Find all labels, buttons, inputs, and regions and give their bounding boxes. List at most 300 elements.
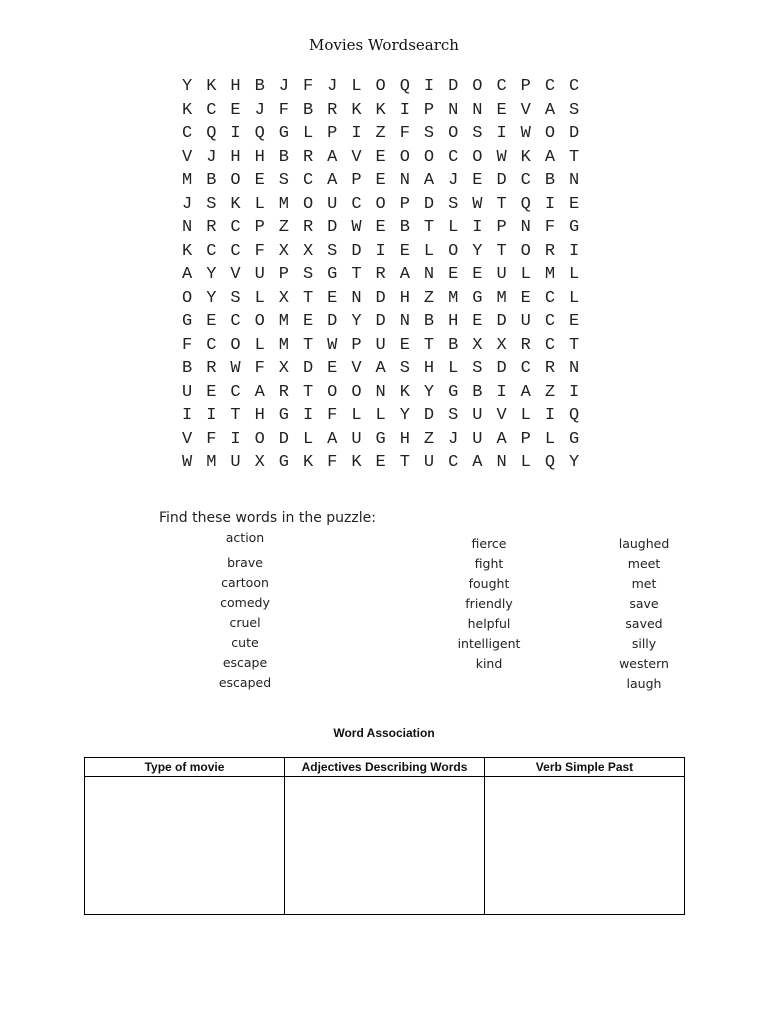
grid-letter: S [399, 359, 410, 379]
grid-letter: N [569, 171, 580, 191]
word-list-item: action [225, 530, 265, 545]
word-list-item: helpful [467, 616, 511, 631]
grid-letter: I [423, 77, 435, 97]
grid-letter: W [230, 359, 241, 379]
grid-letter: U [472, 429, 483, 449]
grid-letter: H [230, 77, 241, 97]
grid-letter: E [327, 288, 338, 308]
grid-letter: C [182, 124, 193, 144]
grid-letter: L [254, 194, 265, 214]
grid-letter: H [423, 359, 435, 379]
grid-letter: Q [520, 194, 531, 214]
grid-letter: U [496, 265, 507, 285]
grid-letter: M [278, 335, 289, 355]
grid-letter: T [496, 241, 507, 261]
word-list-item: fight [474, 556, 504, 571]
grid-letter: F [206, 429, 217, 449]
grid-letter: P [254, 218, 265, 238]
grid-letter: S [327, 241, 338, 261]
grid-letter: E [520, 288, 531, 308]
grid-letter: T [423, 335, 435, 355]
grid-letter: S [569, 100, 580, 120]
grid-letter: M [544, 265, 556, 285]
grid-letter: G [569, 218, 580, 238]
grid-letter: C [520, 359, 531, 379]
grid-letter: E [569, 194, 580, 214]
grid-letter: T [302, 288, 314, 308]
grid-letter: Z [423, 429, 435, 449]
grid-row [182, 381, 593, 405]
grid-letter: I [206, 406, 217, 426]
grid-letter: I [544, 406, 556, 426]
grid-letter: C [230, 241, 241, 261]
grid-letter: B [302, 100, 314, 120]
grid-letter: J [278, 77, 289, 97]
grid-letter: C [544, 288, 556, 308]
grid-letter: A [327, 429, 338, 449]
grid-letter: O [375, 77, 386, 97]
word-list-item: cartoon [221, 575, 269, 590]
grid-letter: I [302, 406, 314, 426]
grid-letter: P [399, 194, 410, 214]
grid-letter: F [254, 359, 265, 379]
grid-letter: L [544, 429, 556, 449]
grid-letter: D [278, 429, 289, 449]
word-list-item: fought [468, 576, 510, 591]
grid-letter: E [302, 312, 314, 332]
grid-letter: V [230, 265, 241, 285]
grid-letter: Y [569, 453, 580, 473]
grid-letter: O [423, 147, 435, 167]
grid-letter: I [182, 406, 193, 426]
grid-letter: V [520, 100, 531, 120]
grid-letter: C [230, 218, 241, 238]
answer-cell-adjectives[interactable] [285, 777, 485, 915]
header-type-of-movie: Type of movie [85, 758, 285, 777]
grid-letter: O [230, 335, 241, 355]
grid-letter: P [327, 124, 338, 144]
grid-letter: E [399, 241, 410, 261]
word-list-item: escaped [218, 675, 272, 690]
grid-letter: S [448, 406, 459, 426]
grid-letter: B [206, 171, 217, 191]
grid-row [182, 169, 593, 193]
grid-letter: J [448, 429, 459, 449]
grid-letter: I [472, 218, 483, 238]
grid-letter: S [278, 171, 289, 191]
grid-letter: C [544, 312, 556, 332]
grid-letter: Y [423, 382, 435, 402]
grid-letter: F [254, 241, 265, 261]
grid-letter: D [351, 241, 362, 261]
table-answer-row [85, 777, 685, 915]
grid-letter: W [520, 124, 531, 144]
grid-letter: D [496, 171, 507, 191]
grid-letter: U [423, 453, 435, 473]
word-list-item: fierce [471, 536, 507, 551]
grid-letter: U [327, 194, 338, 214]
grid-letter: Z [375, 124, 386, 144]
grid-letter: E [254, 171, 265, 191]
grid-letter: B [182, 359, 193, 379]
grid-letter: H [254, 147, 265, 167]
grid-letter: J [448, 171, 459, 191]
grid-row [182, 357, 593, 381]
grid-letter: T [302, 335, 314, 355]
grid-letter: C [206, 335, 217, 355]
grid-letter: S [302, 265, 314, 285]
grid-letter: O [327, 382, 338, 402]
grid-letter: R [544, 241, 556, 261]
word-list-item: cruel [229, 615, 261, 630]
grid-letter: N [182, 218, 193, 238]
grid-letter: A [544, 100, 556, 120]
grid-letter: D [327, 312, 338, 332]
answer-cell-type-of-movie[interactable] [85, 777, 285, 915]
grid-letter: G [278, 124, 289, 144]
grid-letter: M [206, 453, 217, 473]
grid-letter: P [351, 171, 362, 191]
grid-letter: A [544, 147, 556, 167]
grid-letter: C [448, 147, 459, 167]
word-list-item: meet [627, 556, 661, 571]
grid-letter: C [496, 77, 507, 97]
grid-letter: E [327, 359, 338, 379]
grid-letter: Q [399, 77, 410, 97]
word-list-item: cute [231, 635, 259, 650]
grid-letter: J [327, 77, 338, 97]
grid-letter: P [278, 265, 289, 285]
grid-letter: K [351, 100, 362, 120]
grid-letter: A [254, 382, 265, 402]
grid-letter: O [448, 241, 459, 261]
grid-letter: H [399, 288, 410, 308]
grid-letter: L [569, 265, 580, 285]
grid-letter: G [278, 406, 289, 426]
grid-letter: K [399, 382, 410, 402]
grid-letter: I [569, 241, 580, 261]
grid-letter: C [302, 171, 314, 191]
grid-letter: R [278, 382, 289, 402]
grid-letter: D [423, 194, 435, 214]
grid-letter: Z [544, 382, 556, 402]
grid-letter: I [399, 100, 410, 120]
grid-letter: C [230, 312, 241, 332]
word-association-table [84, 757, 685, 915]
grid-letter: O [399, 147, 410, 167]
grid-letter: P [520, 77, 531, 97]
word-list-item: western [619, 656, 669, 671]
grid-letter: G [569, 429, 580, 449]
grid-row [182, 310, 593, 334]
grid-letter: E [472, 312, 483, 332]
grid-letter: B [278, 147, 289, 167]
grid-letter: N [399, 312, 410, 332]
grid-letter: C [206, 241, 217, 261]
grid-letter: E [375, 147, 386, 167]
wordsearch-grid [182, 75, 593, 475]
word-list-item: laugh [626, 676, 662, 691]
grid-letter: L [254, 335, 265, 355]
header-adjectives: Adjectives Describing Words [285, 758, 485, 777]
grid-letter: X [278, 288, 289, 308]
table-header-row [85, 758, 685, 777]
grid-letter: I [496, 382, 507, 402]
grid-row [182, 99, 593, 123]
grid-letter: E [375, 453, 386, 473]
grid-letter: C [230, 382, 241, 402]
grid-letter: O [544, 124, 556, 144]
grid-letter: B [544, 171, 556, 191]
grid-letter: Z [423, 288, 435, 308]
grid-letter: D [448, 77, 459, 97]
grid-letter: H [448, 312, 459, 332]
grid-letter: U [520, 312, 531, 332]
grid-letter: Z [278, 218, 289, 238]
grid-letter: N [472, 100, 483, 120]
grid-letter: F [327, 453, 338, 473]
grid-letter: U [230, 453, 241, 473]
grid-letter: I [496, 124, 507, 144]
grid-letter: S [423, 124, 435, 144]
grid-letter: H [254, 406, 265, 426]
grid-letter: O [375, 194, 386, 214]
grid-letter: V [351, 359, 362, 379]
grid-letter: U [375, 335, 386, 355]
grid-row [182, 193, 593, 217]
grid-letter: P [520, 429, 531, 449]
word-list-item: friendly [465, 596, 513, 611]
grid-letter: I [230, 124, 241, 144]
grid-letter: N [399, 171, 410, 191]
grid-letter: V [182, 147, 193, 167]
grid-letter: Y [206, 265, 217, 285]
grid-letter: P [423, 100, 435, 120]
grid-letter: R [206, 218, 217, 238]
grid-letter: L [375, 406, 386, 426]
grid-letter: E [375, 171, 386, 191]
grid-letter: G [472, 288, 483, 308]
grid-row [182, 75, 593, 99]
grid-letter: T [230, 406, 241, 426]
grid-letter: R [375, 265, 386, 285]
grid-letter: K [206, 77, 217, 97]
word-list-item: brave [227, 555, 263, 570]
grid-letter: F [544, 218, 556, 238]
grid-letter: U [254, 265, 265, 285]
grid-letter: X [254, 453, 265, 473]
grid-letter: N [423, 265, 435, 285]
grid-row [182, 240, 593, 264]
grid-row [182, 122, 593, 146]
grid-row [182, 451, 593, 475]
grid-letter: C [544, 335, 556, 355]
grid-letter: Y [472, 241, 483, 261]
grid-letter: A [520, 382, 531, 402]
grid-letter: I [569, 382, 580, 402]
grid-letter: S [472, 359, 483, 379]
grid-letter: Q [569, 406, 580, 426]
grid-letter: E [230, 100, 241, 120]
answer-cell-verb-simple-past[interactable] [485, 777, 685, 915]
grid-letter: H [230, 147, 241, 167]
grid-letter: G [375, 429, 386, 449]
grid-letter: D [496, 359, 507, 379]
word-list-item: save [629, 596, 659, 611]
grid-letter: N [520, 218, 531, 238]
grid-letter: B [448, 335, 459, 355]
grid-letter: P [496, 218, 507, 238]
grid-letter: K [182, 241, 193, 261]
grid-letter: L [520, 265, 531, 285]
grid-letter: J [206, 147, 217, 167]
grid-letter: N [375, 382, 386, 402]
grid-letter: U [182, 382, 193, 402]
grid-letter: O [254, 429, 265, 449]
grid-letter: K [351, 453, 362, 473]
grid-letter: W [496, 147, 507, 167]
grid-letter: D [375, 312, 386, 332]
grid-letter: L [520, 453, 531, 473]
grid-letter: Q [544, 453, 556, 473]
grid-letter: R [302, 147, 314, 167]
grid-letter: E [569, 312, 580, 332]
grid-letter: D [423, 406, 435, 426]
grid-letter: A [327, 171, 338, 191]
grid-letter: K [375, 100, 386, 120]
grid-letter: Y [206, 288, 217, 308]
grid-letter: O [448, 124, 459, 144]
grid-letter: U [472, 406, 483, 426]
grid-letter: E [472, 265, 483, 285]
grid-letter: W [351, 218, 362, 238]
grid-row [182, 334, 593, 358]
grid-letter: M [182, 171, 193, 191]
grid-letter: L [448, 218, 459, 238]
grid-row [182, 404, 593, 428]
grid-letter: I [230, 429, 241, 449]
grid-letter: E [375, 218, 386, 238]
grid-letter: R [520, 335, 531, 355]
grid-letter: R [544, 359, 556, 379]
grid-letter: O [230, 171, 241, 191]
grid-letter: Y [182, 77, 193, 97]
grid-letter: R [206, 359, 217, 379]
grid-letter: Q [206, 124, 217, 144]
grid-row [182, 287, 593, 311]
grid-letter: N [351, 288, 362, 308]
page-title: Movies Wordsearch [309, 36, 459, 54]
grid-letter: Q [254, 124, 265, 144]
grid-letter: V [496, 406, 507, 426]
grid-letter: A [423, 171, 435, 191]
grid-letter: C [520, 171, 531, 191]
grid-letter: B [423, 312, 435, 332]
grid-letter: T [569, 147, 580, 167]
grid-letter: K [182, 100, 193, 120]
grid-letter: O [254, 312, 265, 332]
grid-letter: S [206, 194, 217, 214]
word-list-item: comedy [220, 595, 270, 610]
word-list-item: saved [625, 616, 663, 631]
word-list-item: escape [222, 655, 268, 670]
grid-letter: C [206, 100, 217, 120]
grid-letter: N [569, 359, 580, 379]
grid-letter: T [399, 453, 410, 473]
grid-letter: L [351, 77, 362, 97]
grid-letter: F [399, 124, 410, 144]
grid-letter: U [351, 429, 362, 449]
grid-letter: W [182, 453, 193, 473]
grid-letter: X [302, 241, 314, 261]
grid-row [182, 216, 593, 240]
grid-letter: S [448, 194, 459, 214]
grid-letter: F [302, 77, 314, 97]
grid-letter: F [327, 406, 338, 426]
grid-letter: A [375, 359, 386, 379]
grid-letter: Y [351, 312, 362, 332]
grid-letter: E [399, 335, 410, 355]
grid-letter: V [182, 429, 193, 449]
grid-letter: D [327, 218, 338, 238]
grid-letter: N [448, 100, 459, 120]
grid-letter: L [569, 288, 580, 308]
grid-letter: D [302, 359, 314, 379]
grid-letter: K [302, 453, 314, 473]
grid-letter: F [182, 335, 193, 355]
header-verb-simple-past: Verb Simple Past [485, 758, 685, 777]
grid-letter: L [423, 241, 435, 261]
grid-letter: W [327, 335, 338, 355]
grid-letter: C [351, 194, 362, 214]
grid-letter: G [182, 312, 193, 332]
grid-letter: K [230, 194, 241, 214]
grid-letter: X [496, 335, 507, 355]
grid-letter: L [254, 288, 265, 308]
grid-row [182, 428, 593, 452]
grid-letter: F [278, 100, 289, 120]
grid-letter: M [496, 288, 507, 308]
grid-letter: L [302, 124, 314, 144]
grid-letter: O [472, 77, 483, 97]
grid-letter: I [375, 241, 386, 261]
grid-letter: R [327, 100, 338, 120]
grid-letter: S [230, 288, 241, 308]
grid-letter: L [351, 406, 362, 426]
grid-letter: G [278, 453, 289, 473]
grid-letter: O [472, 147, 483, 167]
grid-letter: R [302, 218, 314, 238]
grid-letter: B [472, 382, 483, 402]
word-list-item: laughed [618, 536, 670, 551]
grid-letter: G [448, 382, 459, 402]
grid-letter: X [472, 335, 483, 355]
grid-letter: A [472, 453, 483, 473]
word-list-item: kind [475, 656, 503, 671]
grid-letter: G [327, 265, 338, 285]
grid-letter: D [569, 124, 580, 144]
grid-letter: E [448, 265, 459, 285]
word-list-item: intelligent [457, 636, 521, 651]
grid-letter: C [544, 77, 556, 97]
grid-letter: W [472, 194, 483, 214]
grid-letter: T [496, 194, 507, 214]
grid-letter: P [351, 335, 362, 355]
grid-letter: M [278, 312, 289, 332]
grid-letter: B [399, 218, 410, 238]
grid-letter: O [351, 382, 362, 402]
grid-letter: L [448, 359, 459, 379]
